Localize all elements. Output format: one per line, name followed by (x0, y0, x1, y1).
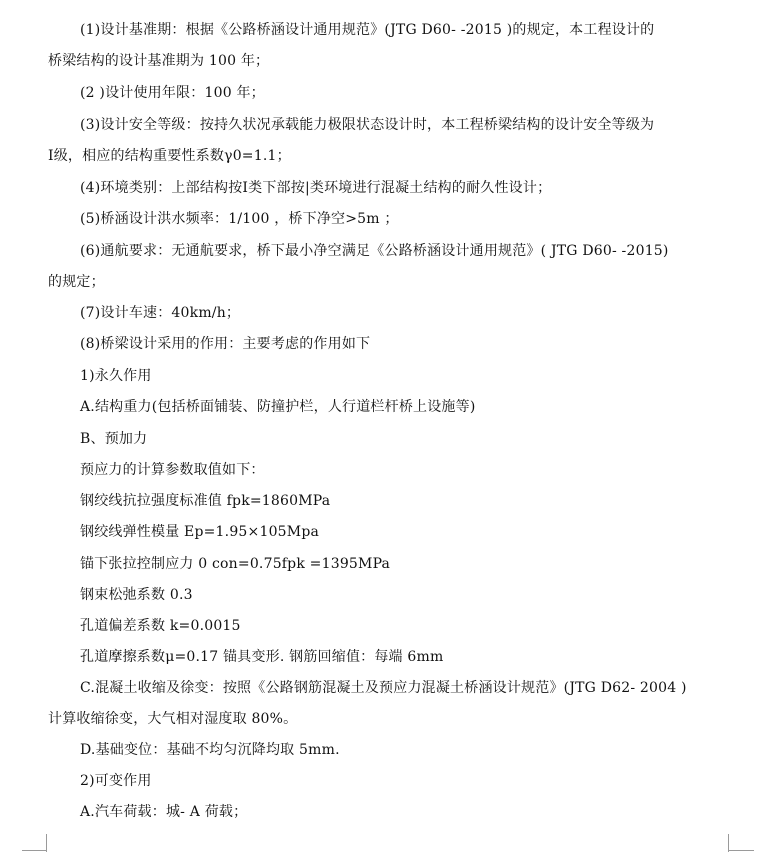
paragraph-line: (6)通航要求：无通航要求，桥下最小净空满足《公路桥涵设计通用规范》( JTG D60- -2015) (80, 243, 669, 259)
paragraph-line: 计算收缩徐变，大气相对湿度取 80%。 (48, 711, 298, 727)
paragraph-line: (7)设计车速：40km/h； (80, 305, 241, 321)
crop-mark-right-horizontal (728, 850, 754, 851)
paragraph-line: 钢绞线弹性模量 Ep=1.95×105Mpa (80, 524, 320, 540)
paragraph-line: (5)桥涵设计洪水频率：1/100 ，桥下净空>5m ； (80, 211, 399, 227)
paragraph-line: A.汽车荷载：城- A 荷载； (80, 804, 248, 820)
paragraph-line: 钢束松弛系数 0.3 (80, 587, 193, 603)
paragraph-line: D.基础变位：基础不均匀沉降均取 5mm. (80, 742, 340, 758)
paragraph-line: A.结构重力(包括桥面铺装、防撞护栏，人行道栏杆桥上设施等) (80, 399, 476, 415)
paragraph-line: 2)可变作用 (80, 773, 152, 789)
paragraph-line: (2 )设计使用年限：100 年； (80, 85, 265, 101)
crop-mark-left-horizontal (22, 850, 47, 851)
paragraph-line: 桥梁结构的设计基准期为 100 年； (48, 53, 270, 69)
paragraph-line: 孔道偏差系数 k=0.0015 (80, 618, 241, 634)
paragraph-line: 预应力的计算参数取值如下： (80, 462, 265, 478)
paragraph-line: Ⅰ级，相应的结构重要性系数γ0=1.1； (48, 148, 291, 164)
paragraph-line: 孔道摩擦系数μ=0.17 锚具变形. 钢筋回缩值：每端 6mm (80, 649, 444, 665)
paragraph-line: (8)桥梁设计采用的作用：主要考虑的作用如下 (80, 336, 371, 352)
paragraph-line: 的规定； (48, 274, 105, 290)
paragraph-line: 1)永久作用 (80, 368, 152, 384)
paragraph-line: (1)设计基准期：根据《公路桥涵设计通用规范》(JTG D60- -2015 )的规定，本工程设计的 (80, 22, 655, 38)
paragraph-line: C.混凝土收缩及徐变：按照《公路钢筋混凝土及预应力混凝土桥涵设计规范》(JTG D62- 2004 ) (80, 680, 687, 696)
paragraph-line: 钢绞线抗拉强度标准值 fpk=1860MPa (80, 493, 331, 509)
paragraph-line: 锚下张拉控制应力 0 con=0.75fpk =1395MPa (80, 556, 391, 572)
paragraph-line: B、预加力 (80, 431, 148, 447)
paragraph-line: (3)设计安全等级：按持久状况承载能力极限状态设计时，本工程桥梁结构的设计安全等级为 (80, 117, 655, 133)
paragraph-line: (4)环境类别：上部结构按Ⅰ类下部按|类环境进行混凝土结构的耐久性设计； (80, 180, 552, 196)
